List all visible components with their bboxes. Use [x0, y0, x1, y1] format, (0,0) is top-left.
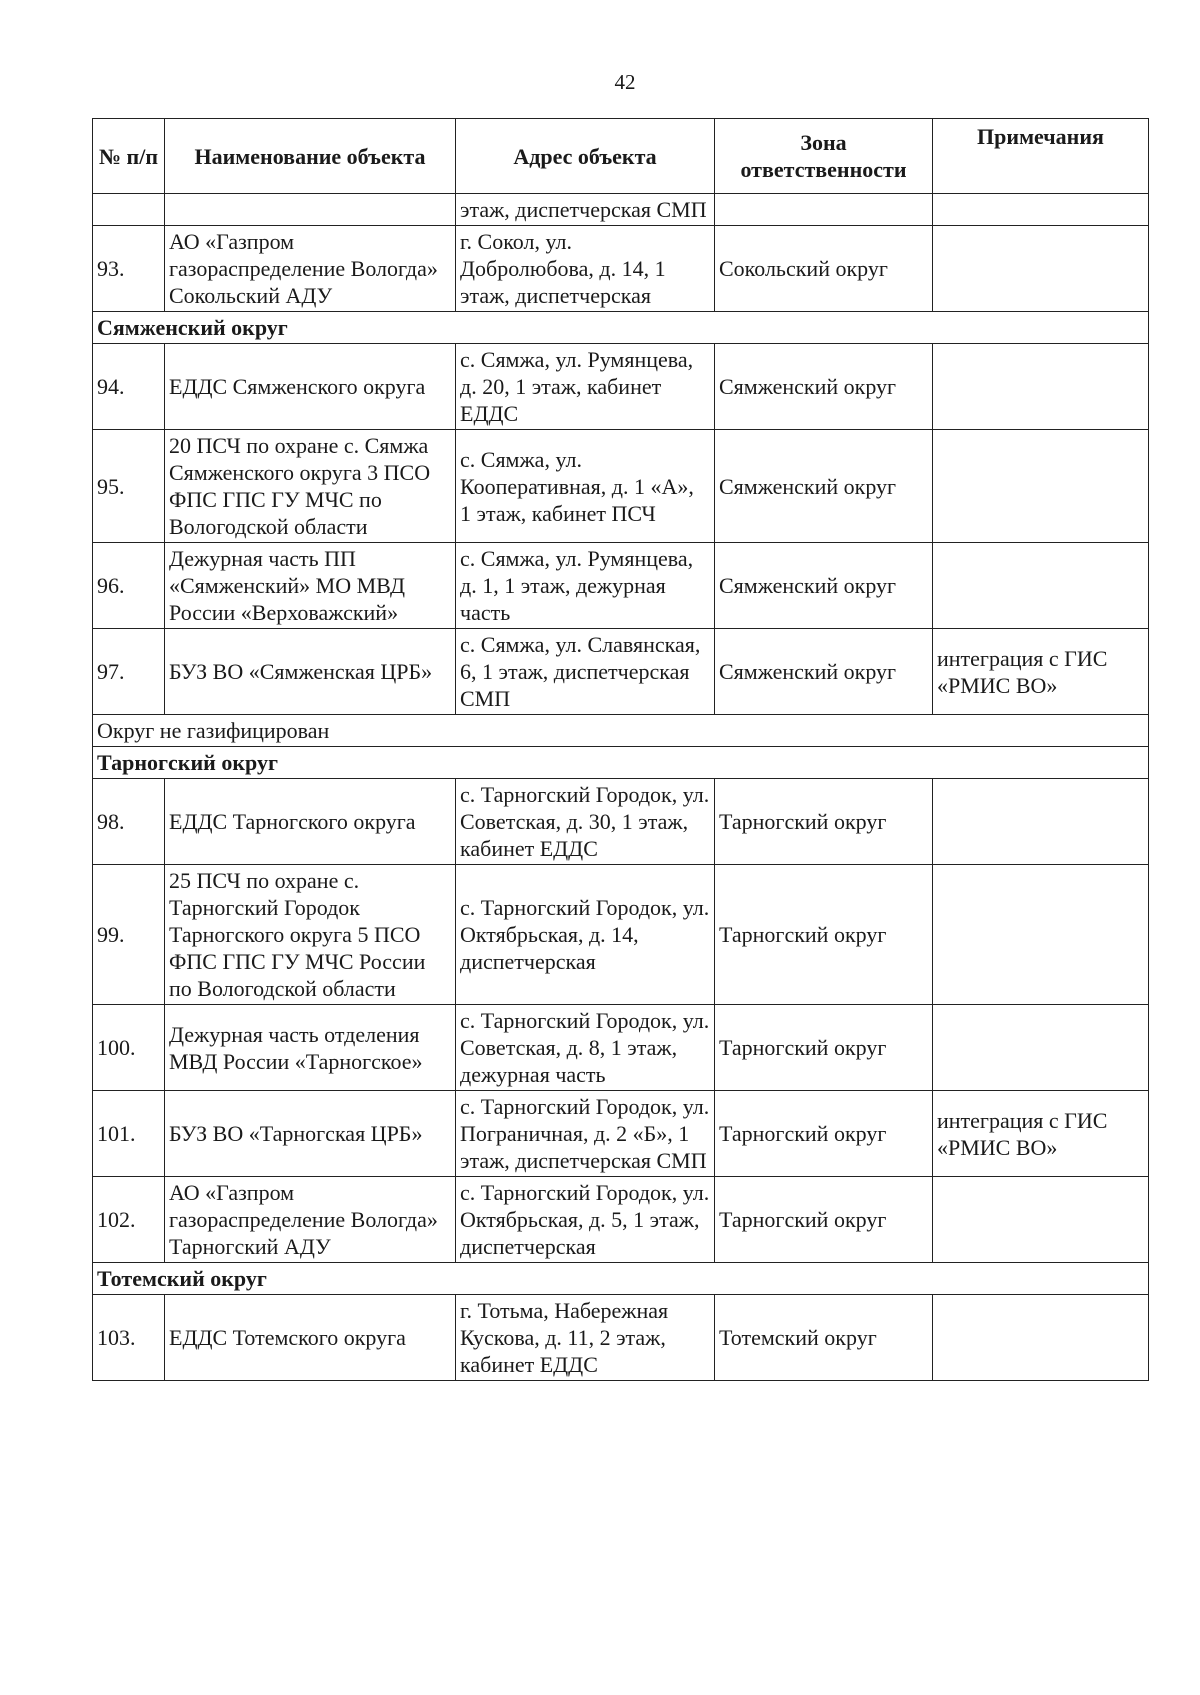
table-row [93, 430, 1149, 543]
row-number: 101. [93, 1091, 165, 1177]
row-address: с. Сямжа, ул. Румянцева, д. 20, 1 этаж, кабинет ЕДДС [456, 344, 715, 430]
row-notes [933, 344, 1149, 430]
row-notes [933, 430, 1149, 543]
header-zone: Зона ответственности [715, 119, 933, 194]
table-row [93, 1005, 1149, 1091]
table-row [93, 629, 1149, 715]
header-notes: Примечания [933, 119, 1149, 194]
row-address: с. Тарногский Городок, ул. Советская, д. 8, 1 этаж, дежурная часть [456, 1005, 715, 1091]
row-address: с. Сямжа, ул. Кооперативная, д. 1 «А», 1 этаж, кабинет ПСЧ [456, 430, 715, 543]
row-address: этаж, диспетчерская СМП [456, 194, 715, 226]
table-header-row [93, 119, 1149, 194]
row-object-name: ЕДДС Тарногского округа [165, 779, 456, 865]
row-notes [933, 543, 1149, 629]
row-object-name: БУЗ ВО «Сямженская ЦРБ» [165, 629, 456, 715]
table-row [93, 779, 1149, 865]
row-notes [933, 1005, 1149, 1091]
row-zone: Сямженский округ [715, 344, 933, 430]
section-title: Сямженский округ [93, 312, 1149, 344]
row-zone: Тотемский округ [715, 1295, 933, 1381]
row-zone: Тарногский округ [715, 865, 933, 1005]
table-row [93, 1091, 1149, 1177]
table-row [93, 1177, 1149, 1263]
row-number: 102. [93, 1177, 165, 1263]
row-notes [933, 865, 1149, 1005]
row-zone: Тарногский округ [715, 1091, 933, 1177]
row-zone: Тарногский округ [715, 779, 933, 865]
row-object-name: 20 ПСЧ по охране с. Сямжа Сямженского округа 3 ПСО ФПС ГПС ГУ МЧС по Вологодской области [165, 430, 456, 543]
row-address: с. Тарногский Городок, ул. Советская, д. 30, 1 этаж, кабинет ЕДДС [456, 779, 715, 865]
row-notes: интеграция с ГИС «РМИС ВО» [933, 1091, 1149, 1177]
row-address: с. Сямжа, ул. Румянцева, д. 1, 1 этаж, дежурная часть [456, 543, 715, 629]
row-notes [933, 779, 1149, 865]
row-object-name: АО «Газпром газораспределение Вологда» Тарногский АДУ [165, 1177, 456, 1263]
row-number: 97. [93, 629, 165, 715]
row-zone: Сокольский округ [715, 226, 933, 312]
row-address: с. Сямжа, ул. Славянская, 6, 1 этаж, диспетчерская СМП [456, 629, 715, 715]
page-number: 42 [614, 70, 636, 94]
row-number: 94. [93, 344, 165, 430]
table-row [93, 1295, 1149, 1381]
row-notes: интеграция с ГИС «РМИС ВО» [933, 629, 1149, 715]
row-notes [933, 1295, 1149, 1381]
table-row [93, 865, 1149, 1005]
section-row [93, 747, 1149, 779]
row-zone: Сямженский округ [715, 430, 933, 543]
row-object-name: ЕДДС Сямженского округа [165, 344, 456, 430]
row-zone: Тарногский округ [715, 1177, 933, 1263]
row-object-name: Дежурная часть ПП «Сямженский» МО МВД России «Верховажский» [165, 543, 456, 629]
row-address: г. Тотьма, Набережная Кускова, д. 11, 2 этаж, кабинет ЕДДС [456, 1295, 715, 1381]
row-number: 96. [93, 543, 165, 629]
row-number: 95. [93, 430, 165, 543]
row-zone: Сямженский округ [715, 543, 933, 629]
row-number: 99. [93, 865, 165, 1005]
section-row [93, 1263, 1149, 1295]
row-address: г. Сокол, ул. Добролюбова, д. 14, 1 этаж, диспетчерская [456, 226, 715, 312]
section-title: Тотемский округ [93, 1263, 1149, 1295]
row-number: 93. [93, 226, 165, 312]
row-notes [933, 226, 1149, 312]
not-gasified-note: Округ не газифицирован [93, 715, 1149, 747]
row-object-name: АО «Газпром газораспределение Вологда» Сокольский АДУ [165, 226, 456, 312]
row-object-name: 25 ПСЧ по охране с. Тарногский Городок Тарногского округа 5 ПСО ФПС ГПС ГУ МЧС России по Вологодской области [165, 865, 456, 1005]
header-num: № п/п [93, 119, 165, 194]
row-object-name: ЕДДС Тотемского округа [165, 1295, 456, 1381]
note-row [93, 715, 1149, 747]
row-notes [933, 1177, 1149, 1263]
row-address: с. Тарногский Городок, ул. Пограничная, д. 2 «Б», 1 этаж, диспетчерская СМП [456, 1091, 715, 1177]
table-row [93, 194, 1149, 226]
header-name: Наименование объекта [165, 119, 456, 194]
row-address: с. Тарногский Городок, ул. Октябрьская, д. 14, диспетчерская [456, 865, 715, 1005]
table-row [93, 344, 1149, 430]
section-row [93, 312, 1149, 344]
row-object-name: БУЗ ВО «Тарногская ЦРБ» [165, 1091, 456, 1177]
row-address: с. Тарногский Городок, ул. Октябрьская, д. 5, 1 этаж, диспетчерская [456, 1177, 715, 1263]
section-title: Тарногский округ [93, 747, 1149, 779]
table-row [93, 226, 1149, 312]
header-address: Адрес объекта [456, 119, 715, 194]
row-zone: Тарногский округ [715, 1005, 933, 1091]
row-number: 100. [93, 1005, 165, 1091]
row-number: 103. [93, 1295, 165, 1381]
table-row [93, 543, 1149, 629]
row-number: 98. [93, 779, 165, 865]
objects-table [92, 118, 1149, 1381]
row-object-name: Дежурная часть отделения МВД России «Тарногское» [165, 1005, 456, 1091]
row-zone: Сямженский округ [715, 629, 933, 715]
